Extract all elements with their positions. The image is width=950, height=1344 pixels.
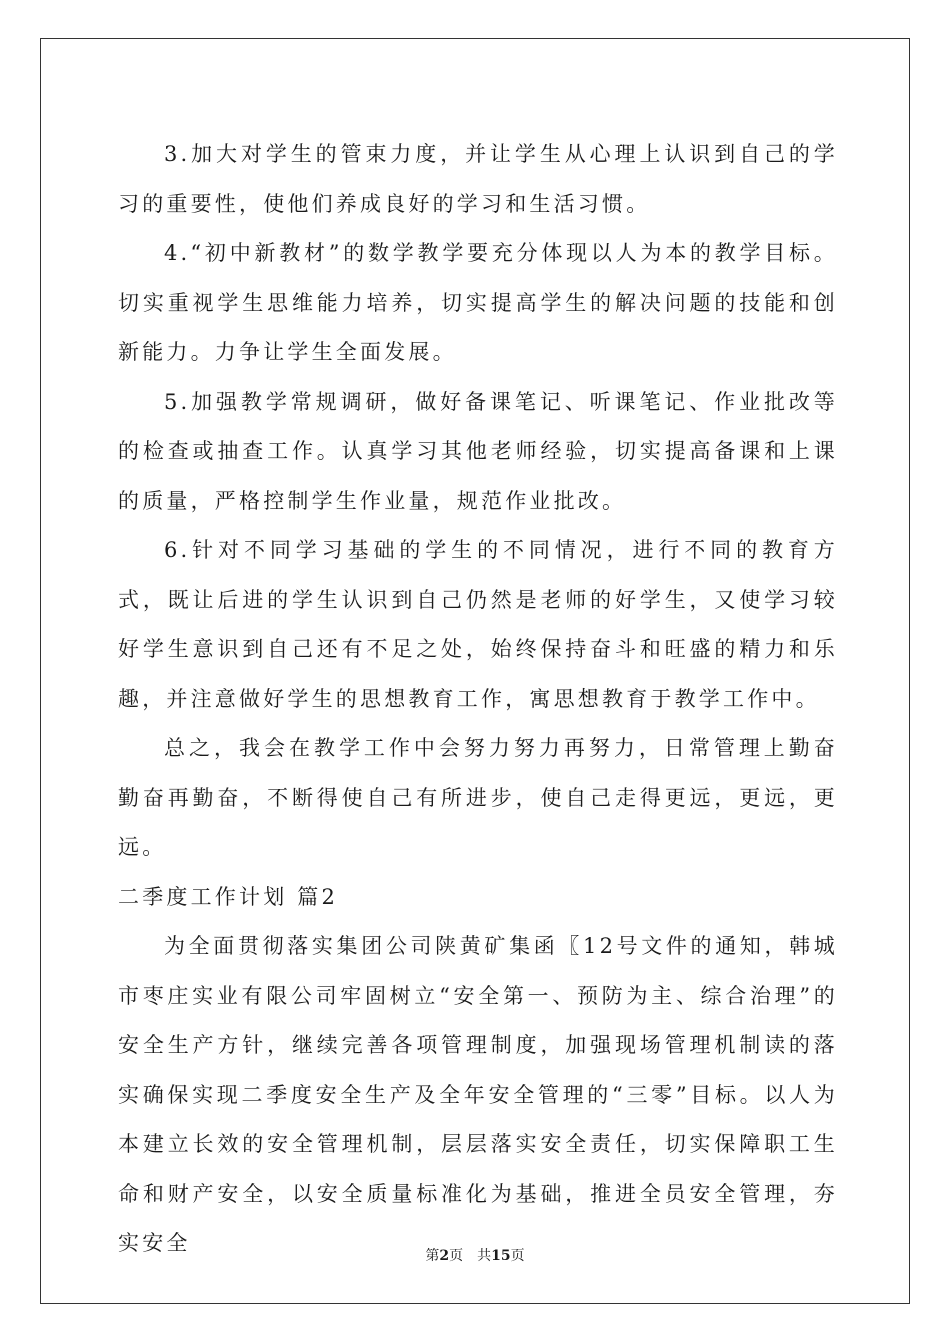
paragraph-6: 6.针对不同学习基础的学生的不同情况，进行不同的教育方式，既让后进的学生认识到自己仍然是老师的好学生，又使学习较好学生意识到自己还有不足之处，始终保持奋斗和旺盛的精力和乐趣，并注意做好学生的思想教育工作，寓思想教育于教学工作中。 [118,538,838,711]
paragraph-plan-intro: 为全面贯彻落实集团公司陕黄矿集函〖12号文件的通知，韩城市枣庄实业有限公司牢固树立“安全第一、预防为主、综合治理”的安全生产方针，继续完善各项管理制度，加强现场管理机制读的落实确保实现二季度安全生产及全年安全管理的“三零”目标。以人为本建立长效的安全管理机制，层层落实安全责任，切实保障职工生命和财产安全，以安全质量标准化为基础，推进全员安全管理，夯实安全 [118,934,838,1255]
document-body [118,130,838,1269]
footer-page-number: 2 [439,1248,450,1264]
paragraph-3: 3.加大对学生的管束力度，并让学生从心理上认识到自己的学习的重要性，使他们养成良好的学习和生活习惯。 [118,142,838,216]
footer-suffix: 页 [510,1248,525,1264]
section-heading: 二季度工作计划 篇2 [118,884,339,909]
paragraph-summary: 总之，我会在教学工作中会努力努力再努力，日常管理上勤奋勤奋再勤奋，不断得使自己有所进步，使自己走得更远，更远，更远。 [118,736,838,859]
footer-total-pages: 15 [491,1248,511,1264]
footer-prefix: 第 [425,1248,440,1264]
page-footer [0,1245,950,1265]
paragraph-4: 4.“初中新教材”的数学教学要充分体现以人为本的教学目标。切实重视学生思维能力培养，切实提高学生的解决问题的技能和创新能力。力争让学生全面发展。 [118,241,838,364]
footer-middle: 页 共 [449,1248,492,1264]
paragraph-5: 5.加强教学常规调研，做好备课笔记、听课笔记、作业批改等的检查或抽查工作。认真学习其他老师经验，切实提高备课和上课的质量，严格控制学生作业量，规范作业批改。 [118,389,838,513]
